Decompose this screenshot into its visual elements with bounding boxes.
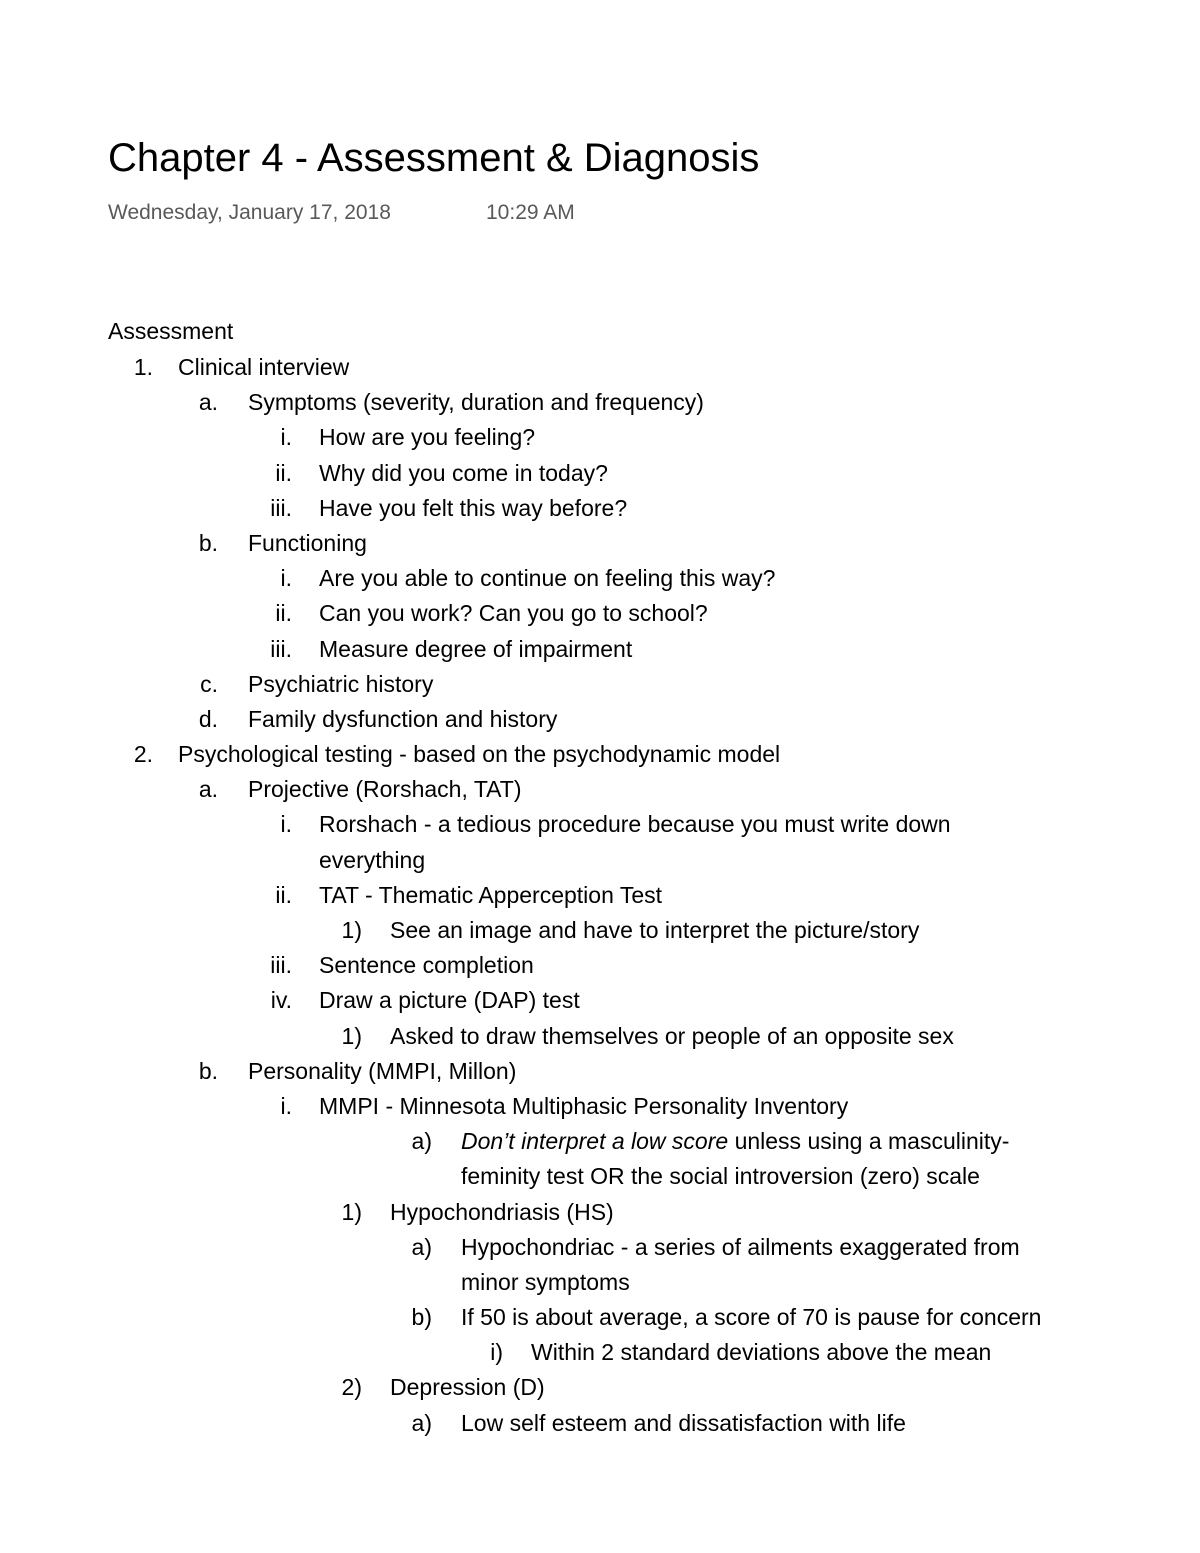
list-marker: iii. xyxy=(270,635,292,662)
list-item xyxy=(0,420,1200,455)
list-text: minor symptoms xyxy=(461,1268,630,1295)
list-text: Are you able to continue on feeling this way? xyxy=(319,565,776,592)
list-text: TAT - Thematic Apperception Test xyxy=(319,881,663,908)
list-marker: d. xyxy=(198,705,218,732)
list-marker: b) xyxy=(411,1304,432,1331)
list-item xyxy=(0,1406,1200,1441)
list-item xyxy=(0,1370,1200,1405)
list-text: See an image and have to interpret the picture/story xyxy=(390,917,920,943)
list-item xyxy=(0,1124,1200,1159)
list-item-continuation xyxy=(0,1159,1200,1194)
section-heading: Assessment xyxy=(108,318,234,344)
list-item xyxy=(0,948,1200,983)
list-text-rest: unless using a masculinity- xyxy=(728,1128,1010,1155)
list-text: Symptoms (severity, duration and frequency) xyxy=(248,389,704,416)
list-item xyxy=(0,1230,1200,1265)
list-text: Family dysfunction and history xyxy=(248,705,558,732)
list-item xyxy=(0,632,1200,667)
list-marker: 2) xyxy=(341,1374,362,1401)
list-marker: 1) xyxy=(341,1198,362,1225)
list-text: Within 2 standard deviations above the mean xyxy=(531,1339,992,1366)
page-title: Chapter 4 - Assessment & Diagnosis xyxy=(108,136,760,180)
list-text: feminity test OR the social introversion (zero) scale xyxy=(461,1163,980,1190)
list-text: Depression (D) xyxy=(390,1374,545,1401)
list-text: Psychiatric history xyxy=(248,670,434,697)
list-item xyxy=(0,1089,1200,1124)
list-marker: i. xyxy=(280,565,292,592)
outline-list xyxy=(0,350,1200,1441)
note-date: Wednesday, January 17, 2018 xyxy=(108,201,391,224)
list-item xyxy=(0,807,1200,842)
list-item xyxy=(0,772,1200,807)
list-text: Low self esteem and dissatisfaction with life xyxy=(461,1409,906,1436)
list-text: Draw a picture (DAP) test xyxy=(319,987,580,1014)
list-item xyxy=(0,1054,1200,1089)
list-text: How are you feeling? xyxy=(319,424,536,451)
list-marker: 2. xyxy=(133,741,153,768)
list-text: Hypochondriasis (HS) xyxy=(390,1198,614,1225)
list-item xyxy=(0,702,1200,737)
list-marker: a) xyxy=(411,1233,432,1260)
list-item xyxy=(0,385,1200,420)
list-item xyxy=(0,350,1200,385)
list-text: Sentence completion xyxy=(319,952,534,979)
list-marker: a) xyxy=(411,1409,432,1436)
list-marker: a. xyxy=(198,389,218,416)
list-marker: i. xyxy=(280,1092,292,1119)
list-text-italic: Don’t interpret a low score xyxy=(461,1128,729,1155)
list-item xyxy=(0,878,1200,913)
list-item xyxy=(0,526,1200,561)
list-marker: b. xyxy=(198,1057,218,1084)
list-text: Personality (MMPI, Millon) xyxy=(248,1057,517,1084)
list-item xyxy=(0,1335,1200,1370)
list-text: Projective (Rorshach, TAT) xyxy=(248,776,522,803)
list-marker: b. xyxy=(198,529,218,556)
list-text: Have you felt this way before? xyxy=(319,494,628,521)
list-text: Can you work? Can you go to school? xyxy=(319,600,708,627)
list-marker: 1) xyxy=(341,1022,362,1049)
list-item xyxy=(0,1300,1200,1335)
list-item-continuation xyxy=(0,843,1200,878)
list-text: everything xyxy=(319,846,426,873)
list-marker: ii. xyxy=(275,459,292,486)
list-text: Hypochondriac - a series of ailments exaggerated from xyxy=(461,1233,1020,1260)
list-marker: 1) xyxy=(341,917,362,943)
list-marker: i. xyxy=(280,811,292,838)
list-text: Measure degree of impairment xyxy=(319,635,633,662)
list-item xyxy=(0,491,1200,526)
list-item xyxy=(0,913,1200,948)
list-text: Psychological testing - based on the psychodynamic model xyxy=(178,741,781,768)
list-item-continuation xyxy=(0,1265,1200,1300)
list-marker: iii. xyxy=(270,952,292,979)
list-item xyxy=(0,456,1200,491)
list-marker: iii. xyxy=(270,494,292,521)
list-item xyxy=(0,667,1200,702)
list-text: MMPI - Minnesota Multiphasic Personality Inventory xyxy=(319,1092,849,1119)
note-time: 10:29 AM xyxy=(486,201,575,224)
list-text: Asked to draw themselves or people of an opposite sex xyxy=(390,1022,954,1049)
list-text xyxy=(461,1124,1009,1159)
list-text: Rorshach - a tedious procedure because you must write down xyxy=(319,811,951,838)
list-marker: 1. xyxy=(133,354,153,380)
list-text: Clinical interview xyxy=(178,354,350,380)
list-marker: c. xyxy=(200,670,218,697)
list-marker: i) xyxy=(490,1339,503,1366)
list-item xyxy=(0,983,1200,1018)
list-marker: i. xyxy=(280,424,292,451)
list-marker: ii. xyxy=(275,881,292,908)
list-item xyxy=(0,737,1200,772)
list-text: Why did you come in today? xyxy=(319,459,608,486)
list-marker: a) xyxy=(411,1128,432,1155)
list-marker: a. xyxy=(198,776,218,803)
list-item xyxy=(0,1019,1200,1054)
list-text: Functioning xyxy=(248,529,367,556)
list-item xyxy=(0,596,1200,631)
list-marker: iv. xyxy=(270,987,292,1014)
list-text: If 50 is about average, a score of 70 is pause for concern xyxy=(461,1304,1042,1331)
list-marker: ii. xyxy=(275,600,292,627)
list-item xyxy=(0,1195,1200,1230)
list-item xyxy=(0,561,1200,596)
